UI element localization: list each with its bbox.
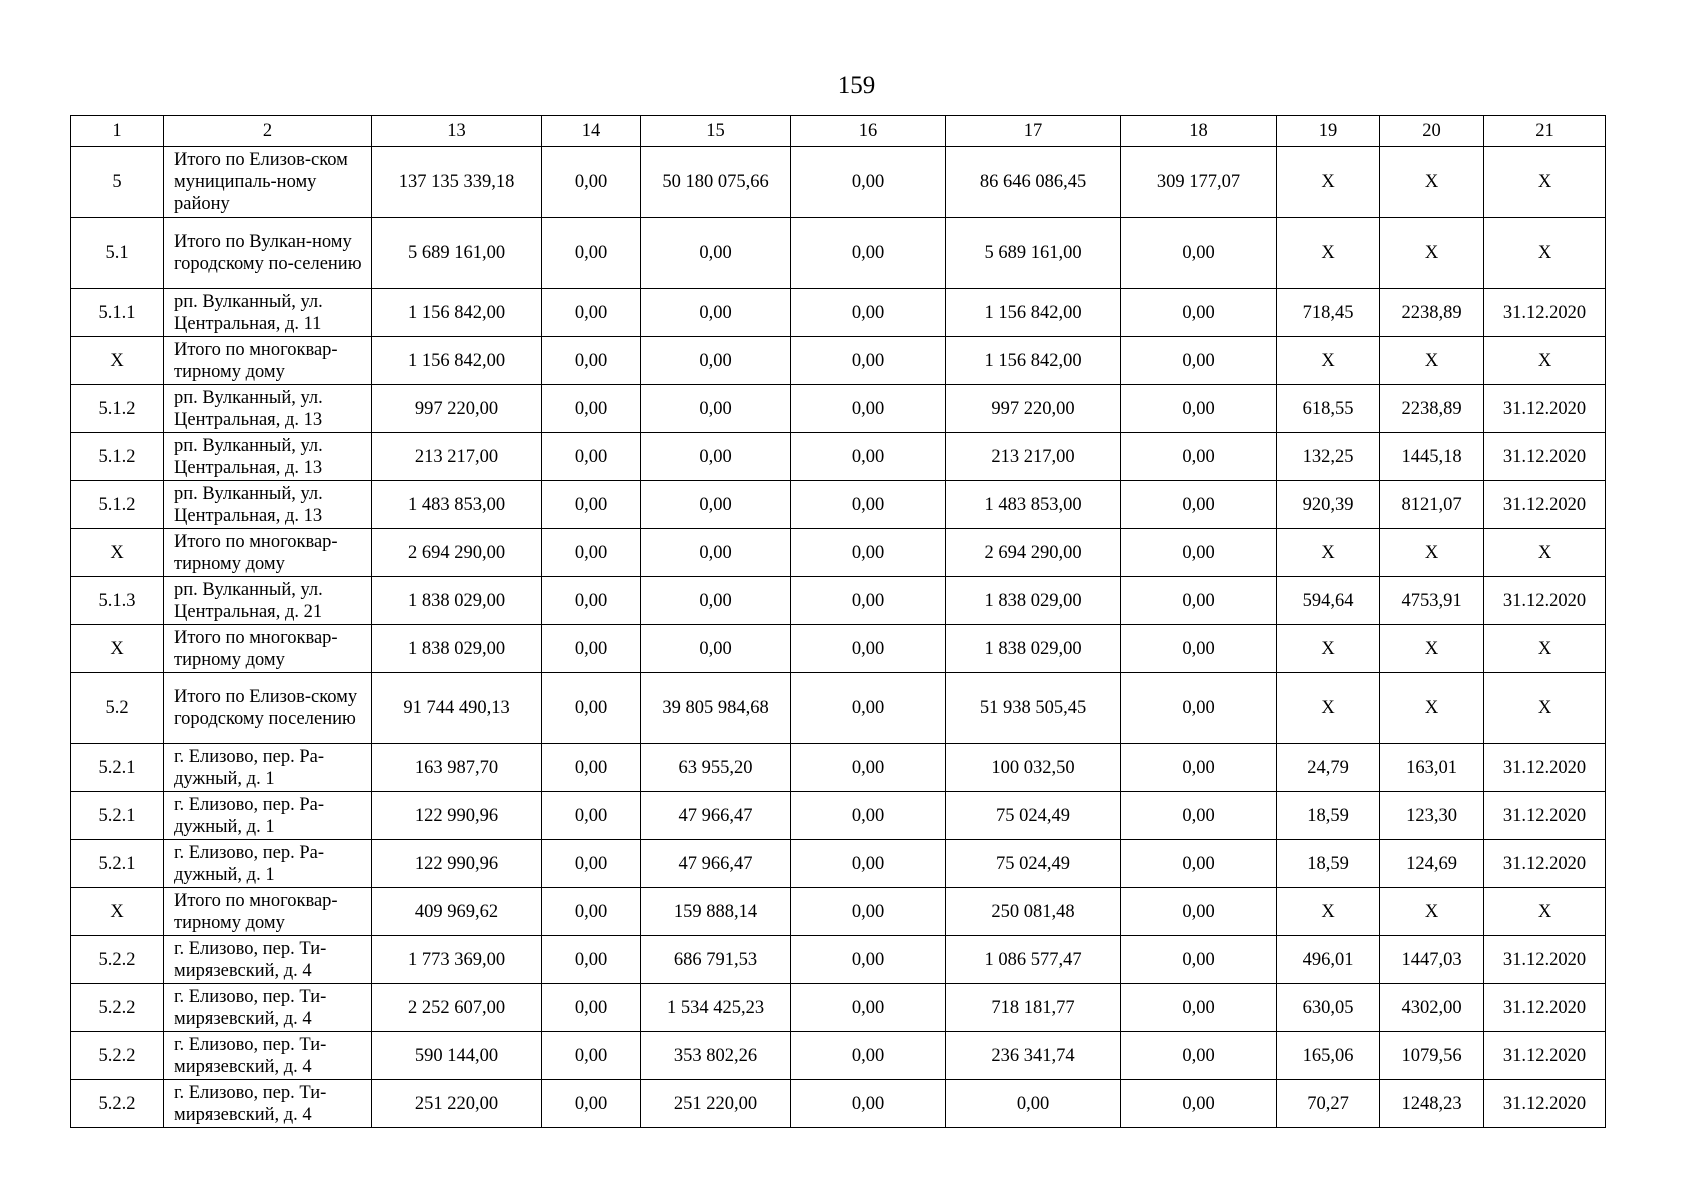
table-cell: 8121,07: [1380, 481, 1484, 529]
table-cell: 18,59: [1277, 792, 1380, 840]
table-cell: Х: [71, 888, 164, 936]
table-cell: 1 483 853,00: [372, 481, 542, 529]
table-row: [71, 385, 1606, 433]
table-cell: Х: [1277, 529, 1380, 577]
table-cell: 0,00: [641, 529, 791, 577]
table-cell: Х: [1380, 337, 1484, 385]
table-cell: 0,00: [542, 888, 641, 936]
column-header: 1: [71, 116, 164, 147]
table-cell: г. Елизово, пер. Ра-дужный, д. 1: [164, 744, 372, 792]
table-cell: Итого по многоквар-тирному дому: [164, 888, 372, 936]
table-cell: г. Елизово, пер. Ти-мирязевский, д. 4: [164, 984, 372, 1032]
table-cell: 0,00: [641, 218, 791, 289]
column-header: 16: [791, 116, 946, 147]
table-cell: 70,27: [1277, 1080, 1380, 1128]
table-cell: 0,00: [542, 385, 641, 433]
table-cell: 5.2: [71, 673, 164, 744]
table-cell: 63 955,20: [641, 744, 791, 792]
header-row: [71, 116, 1606, 147]
table-cell: 2238,89: [1380, 385, 1484, 433]
table-cell: 0,00: [791, 744, 946, 792]
table-cell: 5: [71, 147, 164, 218]
table-cell: 997 220,00: [372, 385, 542, 433]
table-cell: 0,00: [1121, 792, 1277, 840]
table-row: [71, 529, 1606, 577]
table-cell: 31.12.2020: [1484, 481, 1606, 529]
table-cell: 0,00: [1121, 888, 1277, 936]
table-cell: Х: [1484, 337, 1606, 385]
table-cell: 5.1.2: [71, 433, 164, 481]
table-cell: 31.12.2020: [1484, 840, 1606, 888]
column-header: 13: [372, 116, 542, 147]
table-cell: 1 086 577,47: [946, 936, 1121, 984]
table-cell: 47 966,47: [641, 792, 791, 840]
table-cell: 0,00: [542, 840, 641, 888]
table-cell: 31.12.2020: [1484, 577, 1606, 625]
table-cell: Итого по Елизов-скому городскому поселению: [164, 673, 372, 744]
table-cell: 0,00: [791, 481, 946, 529]
table-cell: 0,00: [542, 433, 641, 481]
table-cell: 4302,00: [1380, 984, 1484, 1032]
column-header: 20: [1380, 116, 1484, 147]
table-cell: 5.2.1: [71, 840, 164, 888]
table-cell: 75 024,49: [946, 840, 1121, 888]
table-cell: 124,69: [1380, 840, 1484, 888]
table-cell: 0,00: [1121, 1032, 1277, 1080]
table-cell: 0,00: [542, 936, 641, 984]
table-cell: рп. Вулканный, ул. Центральная, д. 13: [164, 481, 372, 529]
table-cell: рп. Вулканный, ул. Центральная, д. 21: [164, 577, 372, 625]
table-cell: Х: [1380, 147, 1484, 218]
table-cell: 31.12.2020: [1484, 792, 1606, 840]
table-cell: 0,00: [542, 577, 641, 625]
table-cell: 5.2.2: [71, 936, 164, 984]
table-cell: 0,00: [542, 625, 641, 673]
table-cell: 0,00: [1121, 433, 1277, 481]
table-cell: 5.2.2: [71, 1032, 164, 1080]
table-cell: г. Елизово, пер. Ти-мирязевский, д. 4: [164, 1080, 372, 1128]
table-cell: 0,00: [542, 218, 641, 289]
table-row: [71, 433, 1606, 481]
table-row: [71, 289, 1606, 337]
table-row: [71, 936, 1606, 984]
table-cell: 163 987,70: [372, 744, 542, 792]
table-cell: 0,00: [791, 147, 946, 218]
table-cell: 0,00: [791, 337, 946, 385]
table-cell: 0,00: [791, 936, 946, 984]
table-cell: 163,01: [1380, 744, 1484, 792]
table-row: [71, 840, 1606, 888]
table-cell: Х: [1380, 888, 1484, 936]
table-cell: 159 888,14: [641, 888, 791, 936]
column-header: 19: [1277, 116, 1380, 147]
table-cell: 123,30: [1380, 792, 1484, 840]
data-table: [70, 115, 1606, 1128]
table-cell: 5.1.3: [71, 577, 164, 625]
table-cell: Х: [1484, 147, 1606, 218]
table-cell: 0,00: [641, 385, 791, 433]
table-cell: 0,00: [542, 1080, 641, 1128]
table-cell: 686 791,53: [641, 936, 791, 984]
table-cell: 165,06: [1277, 1032, 1380, 1080]
table-cell: рп. Вулканный, ул. Центральная, д. 13: [164, 385, 372, 433]
table-cell: 31.12.2020: [1484, 744, 1606, 792]
table-cell: 251 220,00: [372, 1080, 542, 1128]
table-cell: 5.2.1: [71, 792, 164, 840]
table-row: [71, 625, 1606, 673]
table-cell: Х: [71, 337, 164, 385]
table-cell: 1079,56: [1380, 1032, 1484, 1080]
table-row: [71, 744, 1606, 792]
table-cell: 1 838 029,00: [946, 625, 1121, 673]
table-cell: 0,00: [791, 984, 946, 1032]
table-cell: 0,00: [542, 481, 641, 529]
table-cell: 51 938 505,45: [946, 673, 1121, 744]
table-cell: Итого по многоквар-тирному дому: [164, 337, 372, 385]
table-cell: 0,00: [1121, 984, 1277, 1032]
table-cell: 0,00: [1121, 337, 1277, 385]
table-cell: Х: [1380, 218, 1484, 289]
table-cell: г. Елизово, пер. Ти-мирязевский, д. 4: [164, 1032, 372, 1080]
table-cell: 91 744 490,13: [372, 673, 542, 744]
table-cell: 1447,03: [1380, 936, 1484, 984]
column-header: 17: [946, 116, 1121, 147]
table-cell: Х: [1380, 625, 1484, 673]
table-cell: 31.12.2020: [1484, 1032, 1606, 1080]
table-cell: Итого по многоквар-тирному дому: [164, 625, 372, 673]
table-cell: Х: [1277, 337, 1380, 385]
table-row: [71, 1080, 1606, 1128]
table-cell: Х: [1277, 218, 1380, 289]
table-row: [71, 888, 1606, 936]
table-cell: 353 802,26: [641, 1032, 791, 1080]
table-row: [71, 984, 1606, 1032]
table-cell: 75 024,49: [946, 792, 1121, 840]
table-cell: 5.2.1: [71, 744, 164, 792]
table-cell: 0,00: [641, 337, 791, 385]
table-cell: Х: [1277, 888, 1380, 936]
table-cell: 0,00: [542, 984, 641, 1032]
table-cell: 5.1: [71, 218, 164, 289]
table-cell: 0,00: [542, 289, 641, 337]
table-cell: 100 032,50: [946, 744, 1121, 792]
table-cell: 31.12.2020: [1484, 1080, 1606, 1128]
table-cell: г. Елизово, пер. Ра-дужный, д. 1: [164, 792, 372, 840]
table-cell: 31.12.2020: [1484, 433, 1606, 481]
table-cell: Х: [1484, 888, 1606, 936]
table-cell: 31.12.2020: [1484, 984, 1606, 1032]
table-cell: 0,00: [791, 1080, 946, 1128]
table-cell: 5.1.2: [71, 481, 164, 529]
table-cell: Х: [1380, 673, 1484, 744]
table-cell: 0,00: [542, 529, 641, 577]
table-cell: 1 773 369,00: [372, 936, 542, 984]
table-cell: 0,00: [641, 625, 791, 673]
table-row: [71, 1032, 1606, 1080]
table-cell: 1 483 853,00: [946, 481, 1121, 529]
table-cell: 1 156 842,00: [372, 337, 542, 385]
table-cell: 1 838 029,00: [946, 577, 1121, 625]
table-cell: 5 689 161,00: [946, 218, 1121, 289]
column-header: 2: [164, 116, 372, 147]
table-cell: 250 081,48: [946, 888, 1121, 936]
table-cell: 496,01: [1277, 936, 1380, 984]
table-cell: 24,79: [1277, 744, 1380, 792]
table-cell: 0,00: [1121, 529, 1277, 577]
column-header: 18: [1121, 116, 1277, 147]
table-cell: Х: [1277, 625, 1380, 673]
table-cell: 2 694 290,00: [946, 529, 1121, 577]
table-cell: 0,00: [791, 792, 946, 840]
table-cell: 213 217,00: [372, 433, 542, 481]
table-cell: 2238,89: [1380, 289, 1484, 337]
table-cell: 0,00: [791, 888, 946, 936]
table-cell: 0,00: [641, 433, 791, 481]
table-cell: г. Елизово, пер. Ти-мирязевский, д. 4: [164, 936, 372, 984]
table-cell: Х: [1484, 673, 1606, 744]
table-row: [71, 147, 1606, 218]
table-cell: 251 220,00: [641, 1080, 791, 1128]
table-cell: 630,05: [1277, 984, 1380, 1032]
column-header: 21: [1484, 116, 1606, 147]
table-cell: 0,00: [542, 792, 641, 840]
table-cell: 0,00: [791, 840, 946, 888]
table-cell: 4753,91: [1380, 577, 1484, 625]
table-cell: 0,00: [791, 625, 946, 673]
table-cell: 236 341,74: [946, 1032, 1121, 1080]
table-row: [71, 577, 1606, 625]
table-cell: 590 144,00: [372, 1032, 542, 1080]
table-cell: 31.12.2020: [1484, 936, 1606, 984]
table-cell: 2 694 290,00: [372, 529, 542, 577]
table-cell: 0,00: [791, 218, 946, 289]
table-cell: 0,00: [1121, 577, 1277, 625]
table-cell: рп. Вулканный, ул. Центральная, д. 13: [164, 433, 372, 481]
table-cell: 1 156 842,00: [372, 289, 542, 337]
table-cell: 618,55: [1277, 385, 1380, 433]
table-row: [71, 218, 1606, 289]
table-cell: 5.2.2: [71, 1080, 164, 1128]
table-cell: 0,00: [1121, 481, 1277, 529]
column-header: 14: [542, 116, 641, 147]
table-cell: 0,00: [1121, 673, 1277, 744]
table-cell: рп. Вулканный, ул. Центральная, д. 11: [164, 289, 372, 337]
table-cell: 1 156 842,00: [946, 337, 1121, 385]
table-cell: 1248,23: [1380, 1080, 1484, 1128]
table-cell: Х: [71, 529, 164, 577]
table-cell: 18,59: [1277, 840, 1380, 888]
table-cell: 718 181,77: [946, 984, 1121, 1032]
table-cell: 5.1.2: [71, 385, 164, 433]
table-cell: Х: [1484, 625, 1606, 673]
table-cell: 0,00: [791, 673, 946, 744]
table-row: [71, 673, 1606, 744]
table-row: [71, 792, 1606, 840]
table-cell: 0,00: [542, 1032, 641, 1080]
table-cell: 0,00: [641, 289, 791, 337]
table-cell: 0,00: [542, 744, 641, 792]
table-cell: 2 252 607,00: [372, 984, 542, 1032]
table-cell: 309 177,07: [1121, 147, 1277, 218]
table-cell: 0,00: [791, 529, 946, 577]
table-cell: 594,64: [1277, 577, 1380, 625]
table-cell: 0,00: [641, 481, 791, 529]
table-cell: 31.12.2020: [1484, 289, 1606, 337]
table-cell: Х: [1484, 218, 1606, 289]
table-cell: 5.2.2: [71, 984, 164, 1032]
table-cell: 0,00: [791, 433, 946, 481]
table-cell: 213 217,00: [946, 433, 1121, 481]
table-cell: 718,45: [1277, 289, 1380, 337]
page-number: 159: [837, 72, 876, 99]
table-cell: 0,00: [1121, 936, 1277, 984]
table-cell: 0,00: [542, 337, 641, 385]
table-cell: Х: [1380, 529, 1484, 577]
table-cell: 0,00: [1121, 744, 1277, 792]
table-cell: 5.1.1: [71, 289, 164, 337]
table-cell: 122 990,96: [372, 792, 542, 840]
table-cell: 86 646 086,45: [946, 147, 1121, 218]
table-cell: 5 689 161,00: [372, 218, 542, 289]
table-cell: 409 969,62: [372, 888, 542, 936]
table-cell: 0,00: [1121, 840, 1277, 888]
table-cell: 0,00: [791, 385, 946, 433]
table-cell: Х: [1277, 673, 1380, 744]
table-cell: Итого по Елизов-ском муниципаль-ному району: [164, 147, 372, 218]
table-cell: 1 838 029,00: [372, 625, 542, 673]
table-cell: 39 805 984,68: [641, 673, 791, 744]
table-cell: 920,39: [1277, 481, 1380, 529]
table-cell: 1 534 425,23: [641, 984, 791, 1032]
table-cell: 1 838 029,00: [372, 577, 542, 625]
table-cell: г. Елизово, пер. Ра-дужный, д. 1: [164, 840, 372, 888]
table-cell: 0,00: [1121, 1080, 1277, 1128]
table-cell: 137 135 339,18: [372, 147, 542, 218]
table-cell: 0,00: [1121, 289, 1277, 337]
table-cell: 0,00: [1121, 625, 1277, 673]
table-cell: 0,00: [791, 289, 946, 337]
table-cell: Х: [1277, 147, 1380, 218]
table-cell: 997 220,00: [946, 385, 1121, 433]
column-header: 15: [641, 116, 791, 147]
table-cell: Х: [1484, 529, 1606, 577]
table-cell: 50 180 075,66: [641, 147, 791, 218]
table-cell: Х: [71, 625, 164, 673]
table-row: [71, 481, 1606, 529]
table-row: [71, 337, 1606, 385]
table-cell: 0,00: [641, 577, 791, 625]
table-cell: Итого по Вулкан-ному городскому по-селению: [164, 218, 372, 289]
table-cell: Итого по многоквар-тирному дому: [164, 529, 372, 577]
table-cell: 0,00: [791, 577, 946, 625]
table-cell: 0,00: [542, 673, 641, 744]
table-cell: 1445,18: [1380, 433, 1484, 481]
table-cell: 0,00: [542, 147, 641, 218]
table-cell: 0,00: [946, 1080, 1121, 1128]
table-cell: 47 966,47: [641, 840, 791, 888]
table-cell: 0,00: [791, 1032, 946, 1080]
table-cell: 0,00: [1121, 218, 1277, 289]
table-cell: 1 156 842,00: [946, 289, 1121, 337]
table-cell: 132,25: [1277, 433, 1380, 481]
table-cell: 31.12.2020: [1484, 385, 1606, 433]
table-cell: 0,00: [1121, 385, 1277, 433]
table-cell: 122 990,96: [372, 840, 542, 888]
